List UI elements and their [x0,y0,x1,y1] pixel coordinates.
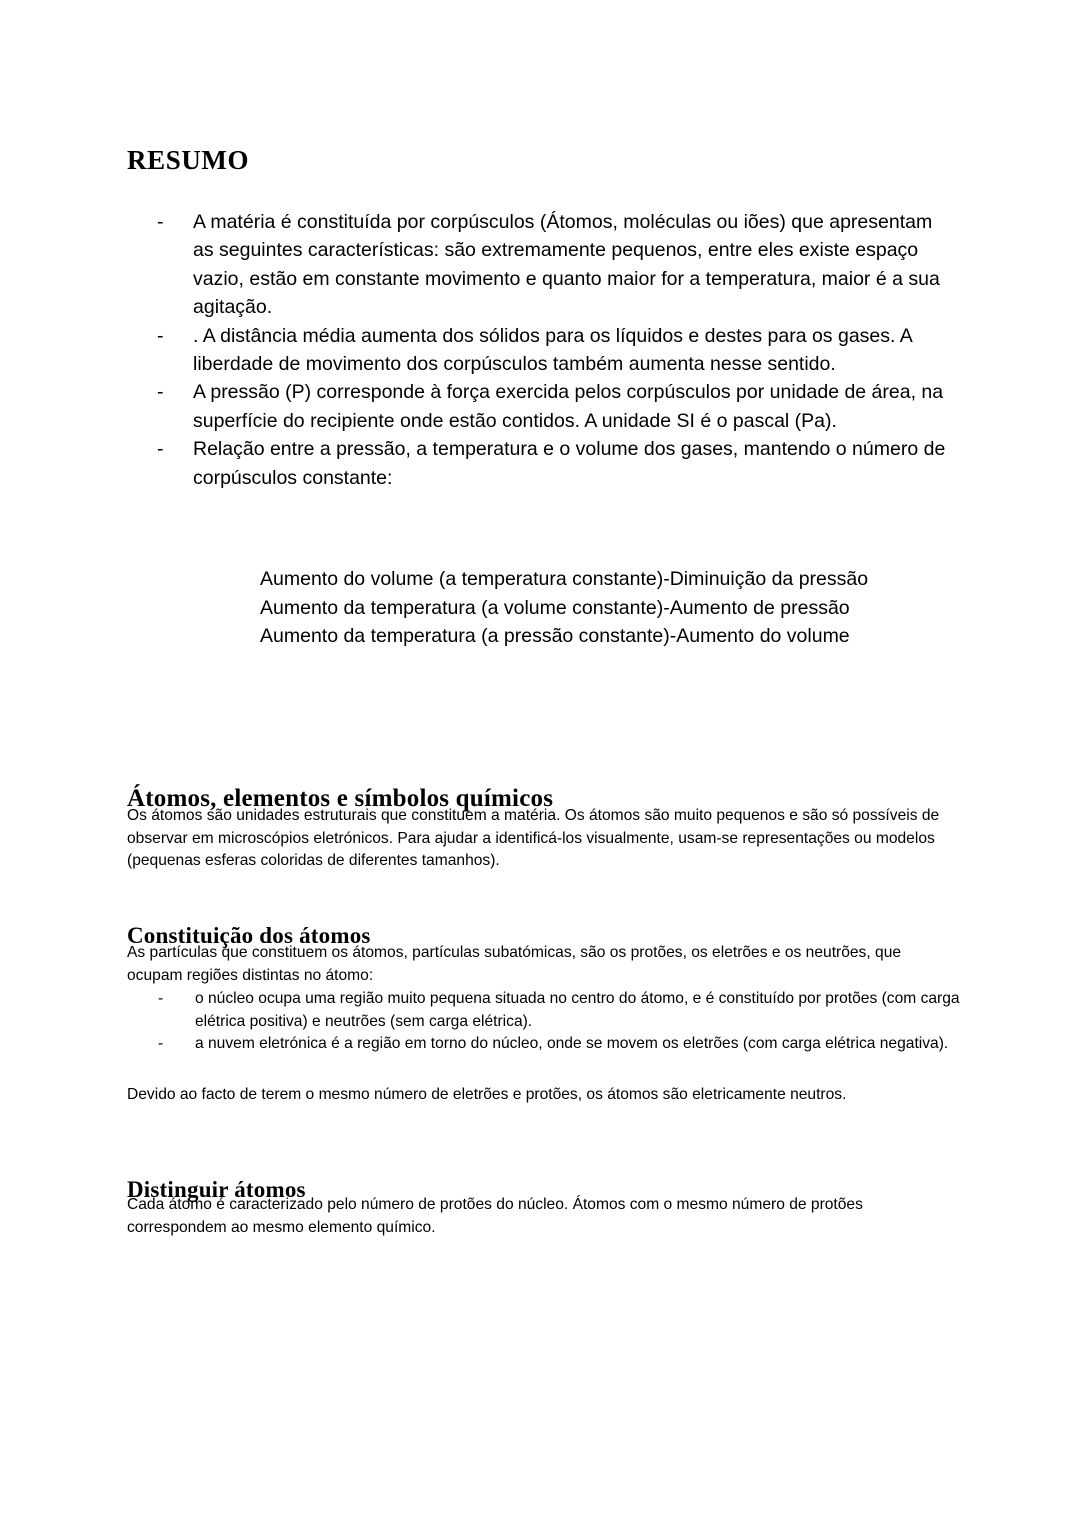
section-heading-distinguir: Distinguir átomos [127,1177,306,1203]
constituicao-bullet-list [152,988,960,1056]
section-body-atomos [127,805,959,873]
section-closing-constituicao [127,1084,959,1107]
paragraph: Devido ao facto de terem o mesmo número de eletrões e protões, os átomos são eletricamente neutros. [127,1086,847,1103]
page-title: RESUMO [127,145,250,176]
list-item [152,435,952,492]
list-item [152,1033,960,1056]
bullet-dash-marker: - [157,381,164,404]
bullet-dash-marker: - [158,990,164,1007]
paragraph: Cada átomo é caracterizado pelo número de protões do núcleo. Átomos com o mesmo número de protões correspondem ao mesmo elemento químico. [127,1196,863,1236]
paragraph: As partículas que constituem os átomos, partículas subatómicas, são os protões, os eletrões e os neutrões, que ocupam regiões distintas no átomo: [127,944,902,984]
relation-line: Aumento do volume (a temperatura constante)-Diminuição da pressão [260,568,869,590]
paragraph: Os átomos são unidades estruturais que constituem a matéria. Os átomos são muito pequenos e são só possíveis de observar em microscópios eletrónicos. Para ajudar a identificá-los visualmente, usam-se representações ou modelos (pequenas esferas coloridas de diferentes tamanhos). [127,807,940,870]
section-heading-atomos: Átomos, elementos e símbolos químicos [127,784,554,812]
list-item-text: a nuvem eletrónica é a região em torno do núcleo, onde se movem os eletrões (com carga elétrica negativa). [195,1035,949,1053]
bullet-dash-marker: - [157,324,164,347]
list-item-text: Relação entre a pressão, a temperatura e o volume dos gases, mantendo o número de corpúsculos constante: [193,438,946,489]
bullet-dash-marker: - [158,1035,164,1053]
relation-line: Aumento da temperatura (a volume constante)-Aumento de pressão [260,596,850,619]
list-item-text: o núcleo ocupa uma região muito pequena situada no centro do átomo, e é constituído por protões (com carga elétrica positiva) e neutrões (sem carga elétrica). [195,990,960,1030]
list-item-text: . A distância média aumenta dos sólidos para os líquidos e destes para os gases. A liberdade de movimento dos corpúsculos também aumenta nesse sentido. [193,324,912,376]
bullet-dash-marker: - [157,211,164,233]
list-item [152,208,952,322]
list-item [152,322,952,379]
list-item [152,378,952,435]
section-heading-constituicao: Constituição dos átomos [127,923,371,949]
relation-line: Aumento da temperatura (a pressão constante)-Aumento do volume [260,625,850,648]
section-intro-constituicao [127,942,959,987]
list-item-text: A pressão (P) corresponde à força exercida pelos corpúsculos por unidade de área, na superfície do recipiente onde estão contidos. A unidade SI é o pascal (Pa). [193,381,944,432]
bullet-dash-marker: - [157,438,164,461]
summary-bullet-list [152,208,952,492]
list-item [152,988,960,1033]
list-item-text: A matéria é constituída por corpúsculos (Átomos, moléculas ou iões) que apresentam as seguintes características: são extremamente pequenos, entre eles existe espaço vazio, estão em constante movimento e quanto maior for a temperatura, maior é a sua agitação. [193,211,940,319]
section-body-distinguir [127,1194,959,1239]
gas-law-relations-block [260,565,960,651]
